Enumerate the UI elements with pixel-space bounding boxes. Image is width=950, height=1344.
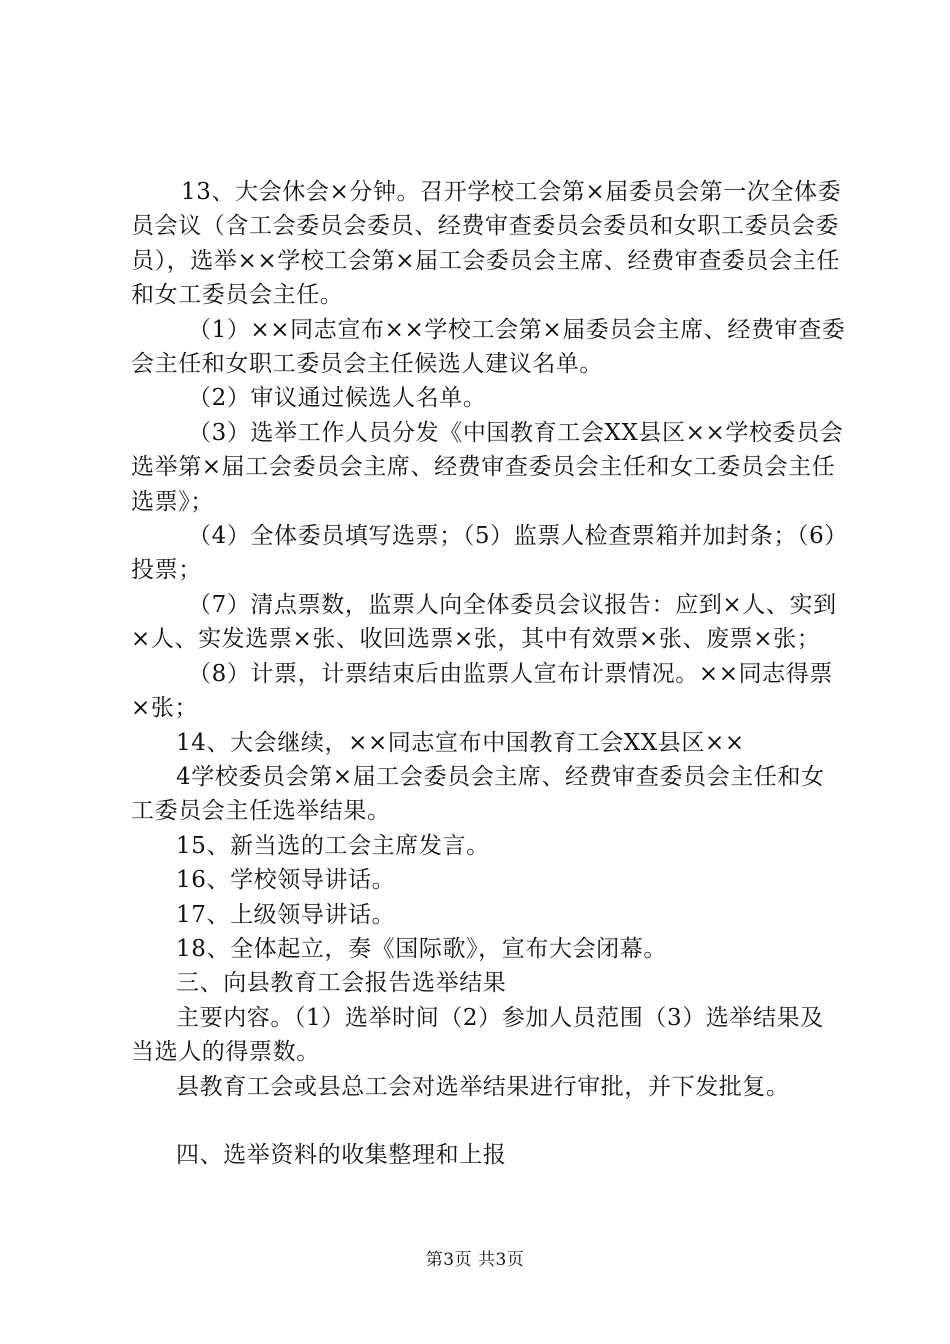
blank-line — [131, 1104, 846, 1138]
paragraph-13-8: （8）计票，计票结束后由监票人宣布计票情况。××同志得票×张； — [131, 660, 833, 722]
paragraph-13-1: （1）××同志宣布××学校工会第×届委员会主席、经费审查委会主任和女职工委员会主任候选人建议名单。 — [131, 316, 846, 378]
section-3-approval: 县教育工会或县总工会对选举结果进行审批，并下发批复。 — [176, 1073, 790, 1100]
page-footer: 第3页 共3页 — [425, 1250, 525, 1270]
section-3-heading: 三、向县教育工会报告选举结果 — [176, 970, 507, 997]
paragraph-13-3: （3）选举工作人员分发《中国教育工会XX县区××学校委员会选举第×届工会委员会主席、经费审查委员会主任和女工委员会主任选票》； — [131, 419, 844, 515]
paragraph-17: 17、上级领导讲话。 — [176, 901, 396, 928]
section-4-heading: 四、选举资料的收集整理和上报 — [176, 1141, 507, 1168]
section-3-content: 主要内容。（1）选举时间（2）参加人员范围（3）选举结果及当选人的得票数。 — [131, 1004, 824, 1066]
paragraph-16: 16、学校领导讲话。 — [176, 867, 396, 894]
paragraph-13-4: （4）全体委员填写选票；（5）监票人检查票箱并加封条；（6）投票； — [131, 523, 837, 584]
paragraph-13-7: （7）清点票数，监票人向全体委员会议报告：应到×人、实到×人、实发选票×张、收回选票×张，其中有效票×张、废票×张； — [131, 591, 837, 653]
paragraph-13: 13、大会休会×分钟。召开学校工会第×届委员会第一次全体委员会议（含工会委员会委员、经费审查委员会委员和女职工委员会委员），选举××学校工会第×届工会委员会主席、经费审查委员会主任和女工委员会主任。 — [131, 179, 842, 309]
paragraph-18: 18、全体起立，奏《国际歌》，宣布大会闭幕。 — [176, 935, 667, 962]
document-body — [131, 175, 846, 1172]
paragraph-15: 15、新当选的工会主席发言。 — [176, 832, 490, 859]
paragraph-14: 14、大会继续，××同志宣布中国教育工会XX县区×× — [176, 729, 745, 756]
paragraph-14-continued: 4学校委员会第×届工会委员会主席、经费审查委员会主任和女工委员会主任选举结果。 — [131, 763, 825, 825]
paragraph-13-2: （2）审议通过候选人名单。 — [188, 385, 487, 412]
